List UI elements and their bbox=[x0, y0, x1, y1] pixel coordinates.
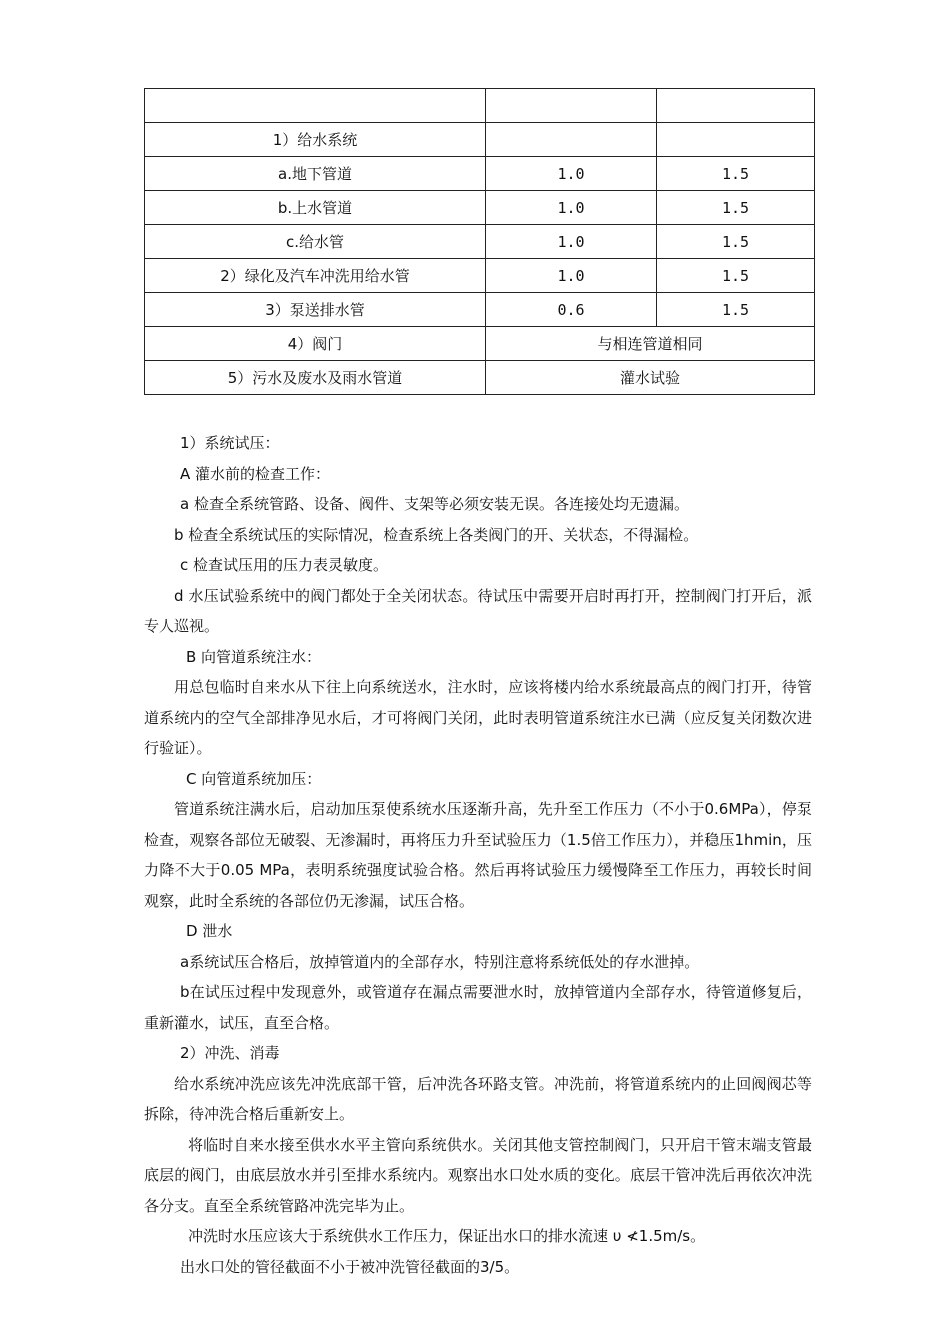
table-row bbox=[145, 293, 815, 327]
body-text bbox=[144, 428, 812, 1282]
table-cell bbox=[486, 89, 657, 123]
table-cell-value: 1.0 bbox=[486, 259, 657, 293]
table-cell-value bbox=[657, 123, 815, 157]
table-cell-item: 5）污水及废水及雨水管道 bbox=[145, 361, 486, 395]
paragraph: 给水系统冲洗应该先冲洗底部干管，后冲洗各环路支管。冲洗前，将管道系统内的止回阀阀芯等拆除，待冲洗合格后重新安上。 bbox=[144, 1074, 812, 1123]
table-cell-value: 1.0 bbox=[486, 225, 657, 259]
paragraph: a系统试压合格后，放掉管道内的全部存水，特别注意将系统低处的存水泄掉。 bbox=[180, 952, 700, 971]
table-cell-value: 1.5 bbox=[657, 293, 815, 327]
table-row bbox=[145, 157, 815, 191]
table-row-merged bbox=[145, 361, 815, 395]
paragraph: 管道系统注满水后，启动加压泵使系统水压逐渐升高，先升至工作压力（不小于0.6MPa），停泵检查，观察各部位无破裂、无渗漏时，再将压力升至试验压力（1.5倍工作压力），并稳压1hmin，压力降不大于0.05 MPa，表明系统强度试验合格。然后再将试验压力缓慢降至工作压力，再较长时间观察，此时全系统的各部位仍无渗漏，试压合格。 bbox=[144, 800, 812, 910]
table-cell bbox=[657, 89, 815, 123]
table-header-row bbox=[145, 89, 815, 123]
table-cell-item: c.给水管 bbox=[145, 225, 486, 259]
table-row-merged bbox=[145, 327, 815, 361]
paragraph: d 水压试验系统中的阀门都处于全关闭状态。待试压中需要开启时再打开，控制阀门打开后，派专人巡视。 bbox=[144, 586, 812, 635]
table-cell-item: 3）泵送排水管 bbox=[145, 293, 486, 327]
table-cell-merged-value: 与相连管道相同 bbox=[486, 327, 815, 361]
table-cell-value: 1.5 bbox=[657, 157, 815, 191]
table-cell-item: a.地下管道 bbox=[145, 157, 486, 191]
table-cell-item: 4）阀门 bbox=[145, 327, 486, 361]
table-row bbox=[145, 259, 815, 293]
subsection-heading: D 泄水 bbox=[186, 922, 233, 940]
table-cell-item: b.上水管道 bbox=[145, 191, 486, 225]
paragraph: 冲洗时水压应该大于系统供水工作压力，保证出水口的排水流速 υ ≮1.5m/s。 bbox=[188, 1227, 706, 1245]
section-heading: 2）冲洗、消毒 bbox=[180, 1044, 280, 1062]
table-row bbox=[145, 225, 815, 259]
paragraph: c 检查试压用的压力表灵敏度。 bbox=[180, 556, 389, 574]
table-row bbox=[145, 123, 815, 157]
table-cell-item: 2）绿化及汽车冲洗用给水管 bbox=[145, 259, 486, 293]
table-cell-merged-value: 灌水试验 bbox=[486, 361, 815, 395]
table-cell-value: 1.0 bbox=[486, 191, 657, 225]
paragraph: 将临时自来水接至供水水平主管向系统供水。关闭其他支管控制阀门，只开启干管末端支管最底层的阀门，由底层放水并引至排水系统内。观察出水口处水质的变化。底层干管冲洗后再依次冲洗各分支。直至全系统管路冲洗完毕为止。 bbox=[144, 1135, 812, 1215]
pressure-test-table bbox=[144, 88, 815, 395]
section-heading: 1）系统试压： bbox=[180, 434, 280, 452]
table-cell bbox=[145, 89, 486, 123]
paragraph: 出水口处的管径截面不小于被冲洗管径截面的3/5。 bbox=[180, 1257, 520, 1276]
table-cell-value: 1.5 bbox=[657, 225, 815, 259]
table-row bbox=[145, 191, 815, 225]
table-cell-item: 1）给水系统 bbox=[145, 123, 486, 157]
table-cell-value: 0.6 bbox=[486, 293, 657, 327]
table-cell-value bbox=[486, 123, 657, 157]
paragraph: a 检查全系统管路、设备、阀件、支架等必须安装无误。各连接处均无遗漏。 bbox=[180, 495, 689, 513]
table-cell-value: 1.5 bbox=[657, 259, 815, 293]
subsection-heading: C 向管道系统加压： bbox=[186, 769, 322, 788]
table-cell-value: 1.5 bbox=[657, 191, 815, 225]
subsection-heading: A 灌水前的检查工作： bbox=[180, 464, 331, 483]
paragraph: b在试压过程中发现意外，或管道存在漏点需要泄水时，放掉管道内全部存水，待管道修复后，重新灌水，试压，直至合格。 bbox=[144, 983, 812, 1032]
paragraph: 用总包临时自来水从下往上向系统送水，注水时，应该将楼内给水系统最高点的阀门打开，待管道系统内的空气全部排净见水后，才可将阀门关闭，此时表明管道系统注水已满（应反复关闭数次进行验证）。 bbox=[144, 678, 812, 757]
paragraph: b 检查全系统试压的实际情况，检查系统上各类阀门的开、关状态，不得漏检。 bbox=[174, 525, 699, 544]
table-cell-value: 1.0 bbox=[486, 157, 657, 191]
subsection-heading: B 向管道系统注水： bbox=[186, 647, 322, 666]
